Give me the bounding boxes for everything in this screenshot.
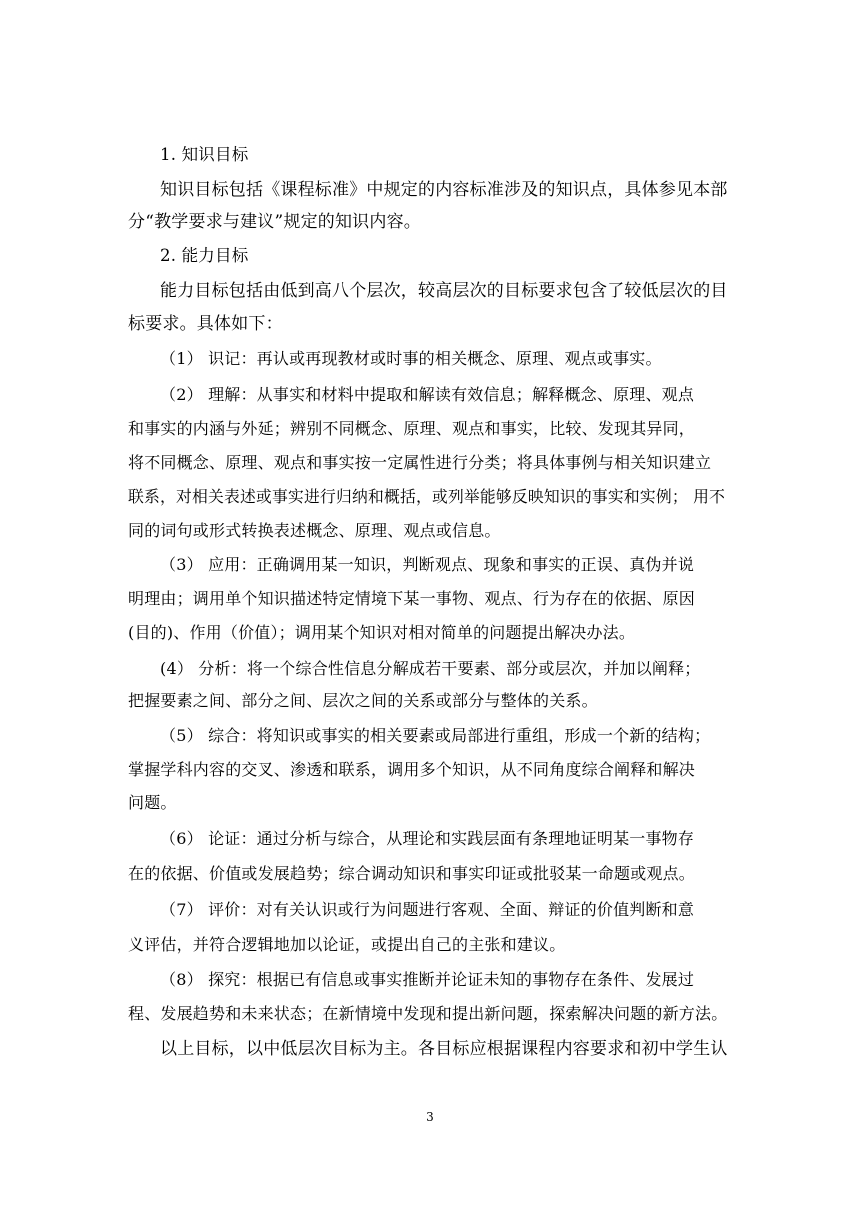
list-item-line: 问题。	[128, 793, 177, 812]
list-item-line: (4） 分析：将一个综合性信息分解成若干要素、部分或层次，并加以阐释；	[160, 659, 701, 678]
list-item-line: 将不同概念、原理、观点和事实按一定属性进行分类；将具体事例与相关知识建立	[128, 453, 712, 472]
list-item-line: （5） 综合：将知识或事实的相关要素或局部进行重组，形成一个新的结构；	[160, 726, 711, 745]
paragraph-line: 知识目标包括《课程标准》中规定的内容标准涉及的知识点，具体参见本部	[160, 180, 728, 200]
heading-knowledge-goals: 1. 知识目标	[160, 145, 249, 164]
list-item-line: （6） 论证：通过分析与综合，从理论和实践层面有条理地证明某一事物存	[160, 829, 695, 848]
heading-ability-goals: 2. 能力目标	[160, 246, 249, 265]
list-item-line: （7） 评价：对有关认识或行为问题进行客观、全面、辩证的价值判断和意	[160, 900, 695, 919]
list-item-line: 同的词句或形式转换表述概念、原理、观点或信息。	[128, 521, 501, 540]
paragraph-line: 以上目标，以中低层次目标为主。各目标应根据课程内容要求和初中学生认	[160, 1039, 728, 1059]
paragraph-line: 分“教学要求与建议”规定的知识内容。	[128, 212, 421, 232]
list-item-line: 把握要素之间、部分之间、层次之间的关系或部分与整体的关系。	[128, 691, 598, 710]
list-item-line: 联系，对相关表述或事实进行归纳和概括，或列举能够反映知识的事实和实例； 用不	[128, 487, 726, 506]
list-item-line: （2） 理解：从事实和材料中提取和解读有效信息；解释概念、原理、观点	[160, 385, 695, 404]
list-item-line: 明理由；调用单个知识描述特定情境下某一事物、观点、行为存在的依据、原因	[128, 589, 696, 608]
list-item-line: 程、发展趋势和未来状态；在新情境中发现和提出新问题，探索解决问题的新方法。	[128, 1004, 728, 1023]
paragraph-line: 标要求。具体如下：	[128, 314, 283, 334]
list-item-line: （3） 应用：正确调用某一知识，判断观点、现象和事实的正误、真伪并说	[160, 555, 695, 574]
list-item-line: 在的依据、价值或发展趋势；综合调动知识和事实印证或批驳某一命题或观点。	[128, 864, 696, 883]
list-item-line: 和事实的内涵与外延；辨别不同概念、原理、观点和事实，比较、发现其异同，	[128, 419, 696, 438]
list-item-line: 义评估，并符合逻辑地加以论证，或提出自己的主张和建议。	[128, 935, 566, 954]
page-number: 3	[426, 1110, 434, 1124]
list-item-line: （8） 探究：根据已有信息或事实推断并论证未知的事物存在条件、发展过	[160, 970, 695, 989]
list-item-line: (目的)、作用（价值）；调用某个知识对相对简单的问题提出解决办法。	[128, 623, 636, 642]
list-item-line: （1） 识记：再认或再现教材或时事的相关概念、原理、观点或事实。	[160, 349, 662, 368]
list-item-line: 掌握学科内容的交叉、渗透和联系，调用多个知识，从不同角度综合阐释和解决	[128, 760, 696, 779]
paragraph-line: 能力目标包括由低到高八个层次，较高层次的目标要求包含了较低层次的目	[160, 281, 728, 301]
